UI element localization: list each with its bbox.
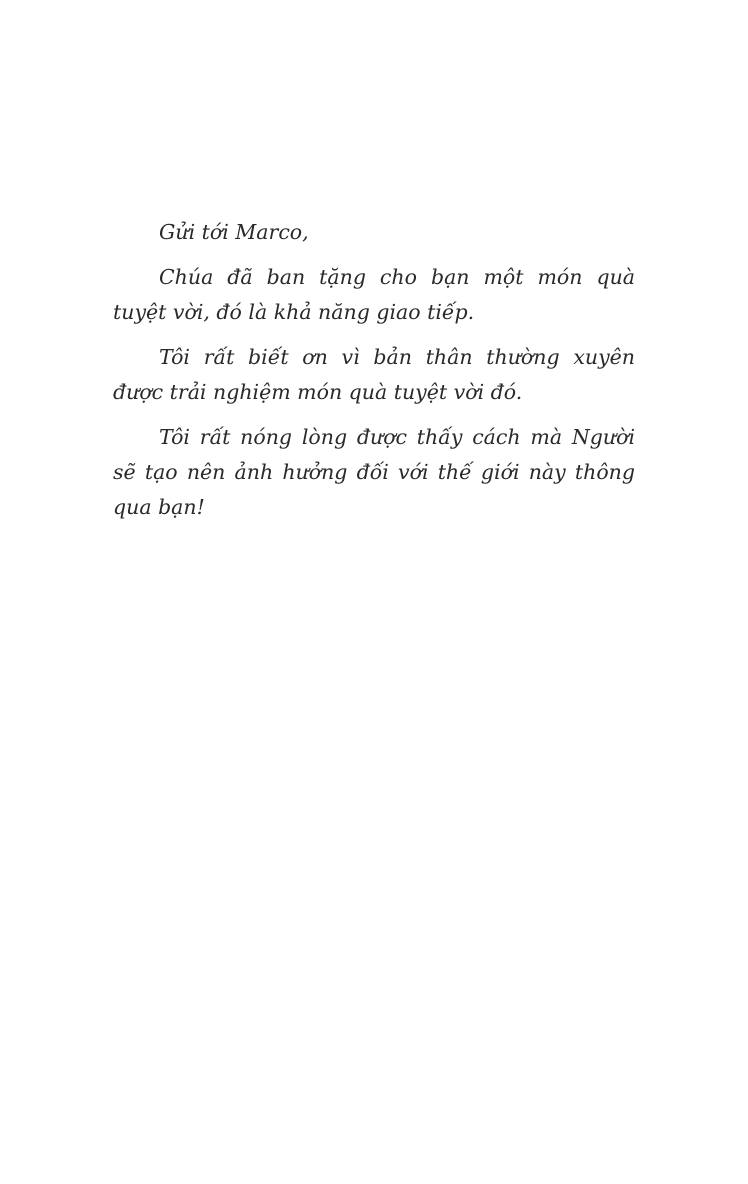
paragraph-gratitude (113, 340, 635, 410)
salutation (113, 215, 635, 250)
text-line: tuyệt vời, đó là khả năng giao tiếp. (113, 300, 475, 324)
text-line: Gửi tới Marco, (159, 220, 309, 244)
text-line: sẽ tạo nên ảnh hưởng đối với thế giới này thông (113, 460, 635, 484)
text-line: qua bạn! (113, 495, 205, 519)
dedication-page (113, 215, 635, 535)
text-line: Tôi rất nóng lòng được thấy cách mà Người (159, 425, 635, 449)
paragraph-impact (113, 420, 635, 525)
text-line: được trải nghiệm món quà tuyệt vời đó. (113, 380, 523, 404)
text-line: Tôi rất biết ơn vì bản thân thường xuyên (159, 345, 635, 369)
paragraph-gift (113, 260, 635, 330)
text-line: Chúa đã ban tặng cho bạn một món quà (159, 265, 635, 289)
